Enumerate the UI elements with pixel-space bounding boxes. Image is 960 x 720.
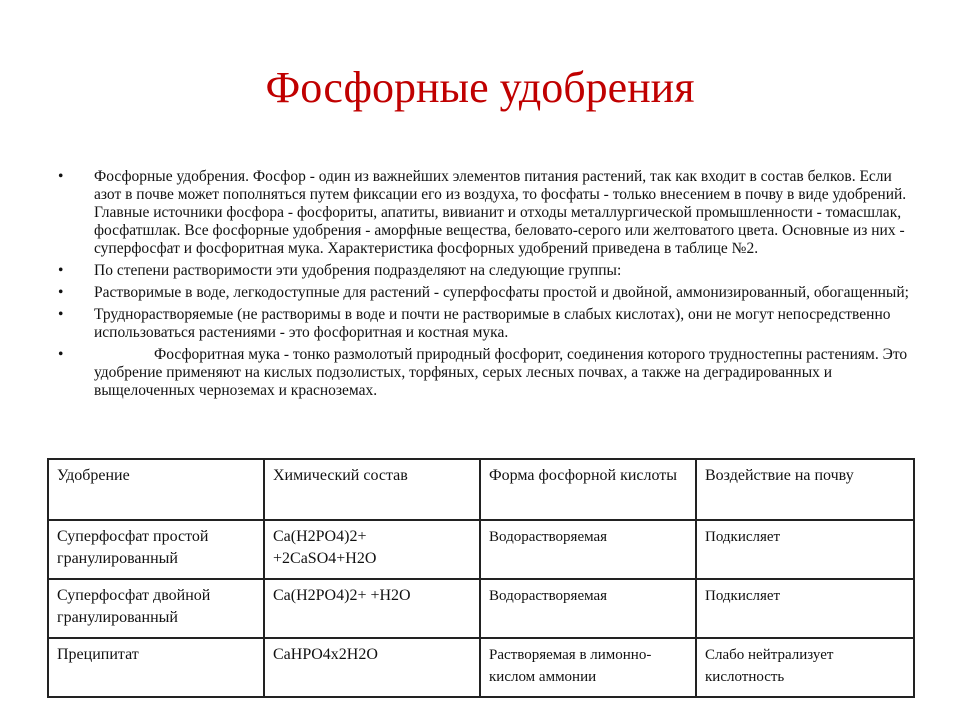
- table-row: [48, 520, 914, 579]
- table-cell: Суперфосфат двойной гранулированный: [48, 579, 264, 638]
- table-cell: Подкисляет: [696, 520, 914, 579]
- bullet-icon: •: [58, 284, 64, 301]
- bullet-list: [58, 168, 918, 404]
- bullet-text: Растворимые в воде, легкодоступные для растений - суперфосфаты простой и двойной, аммонизированный, обогащенный;: [94, 284, 909, 301]
- table-cell: Преципитат: [48, 638, 264, 697]
- table-header-row: [48, 459, 914, 520]
- table-cell: Ca(H2PO4)2+ +H2O: [264, 579, 480, 638]
- column-header: Химический состав: [264, 459, 480, 520]
- bullet-icon: •: [58, 306, 64, 323]
- bullet-text: По степени растворимости эти удобрения подразделяют на следующие группы:: [94, 262, 622, 279]
- column-header: Форма фосфорной кислоты: [480, 459, 696, 520]
- fertilizer-table: [47, 458, 915, 698]
- list-item: [58, 262, 918, 280]
- table-cell: Слабо нейтрализует кислотность: [696, 638, 914, 697]
- table-cell: Растворяемая в лимонно-кислом аммонии: [480, 638, 696, 697]
- table-cell: Водорастворяемая: [480, 579, 696, 638]
- table-row: [48, 579, 914, 638]
- column-header: Воздействие на почву: [696, 459, 914, 520]
- table-cell: Ca(H2PO4)2+ +2CaSO4+H2O: [264, 520, 480, 579]
- table-cell: CaHPO4x2H2O: [264, 638, 480, 697]
- page-title: Фосфорные удобрения: [265, 63, 695, 112]
- bullet-icon: •: [58, 168, 64, 185]
- bullet-icon: •: [58, 346, 64, 363]
- table-cell: Подкисляет: [696, 579, 914, 638]
- list-item: [58, 168, 918, 258]
- bullet-icon: •: [58, 262, 64, 279]
- bullet-text: Труднорастворяемые (не растворимы в воде и почти не растворимые в слабых кислотах), они не могут непосредственно использоваться растениями - это фосфоритная и костная мука.: [94, 306, 891, 341]
- list-item: [58, 284, 918, 302]
- table-cell: Водорастворяемая: [480, 520, 696, 579]
- table-row: [48, 638, 914, 697]
- bullet-text: Фосфорные удобрения. Фосфор - один из важнейших элементов питания растений, так как входит в состав белков. Если азот в почве может пополняться путем фиксации его из воздуха, то фосфаты - только внесением в почву в виде удобрений. Главные источники фосфора - фосфориты, апатиты, вивианит и отходы металлургической промышленности - томасшлак, фосфатшлак. Все фосфорные удобрения - аморфные вещества, беловато-серого или желтоватого цвета. Основные из них - суперфосфат и фосфоритная мука. Характеристика фосфорных удобрений приведена в таблице №2.: [94, 168, 907, 257]
- column-header: Удобрение: [48, 459, 264, 520]
- table-cell: Суперфосфат простой гранулированный: [48, 520, 264, 579]
- bullet-text: Фосфоритная мука - тонко размолотый природный фосфорит, соединения которого трудностепны растениям. Это удобрение применяют на кислых подзолистых, торфяных, серых лесных почвах, а также на деградированных и выщелоченных черноземах и красноземах.: [94, 346, 908, 399]
- list-item: [58, 346, 918, 400]
- list-item: [58, 306, 918, 342]
